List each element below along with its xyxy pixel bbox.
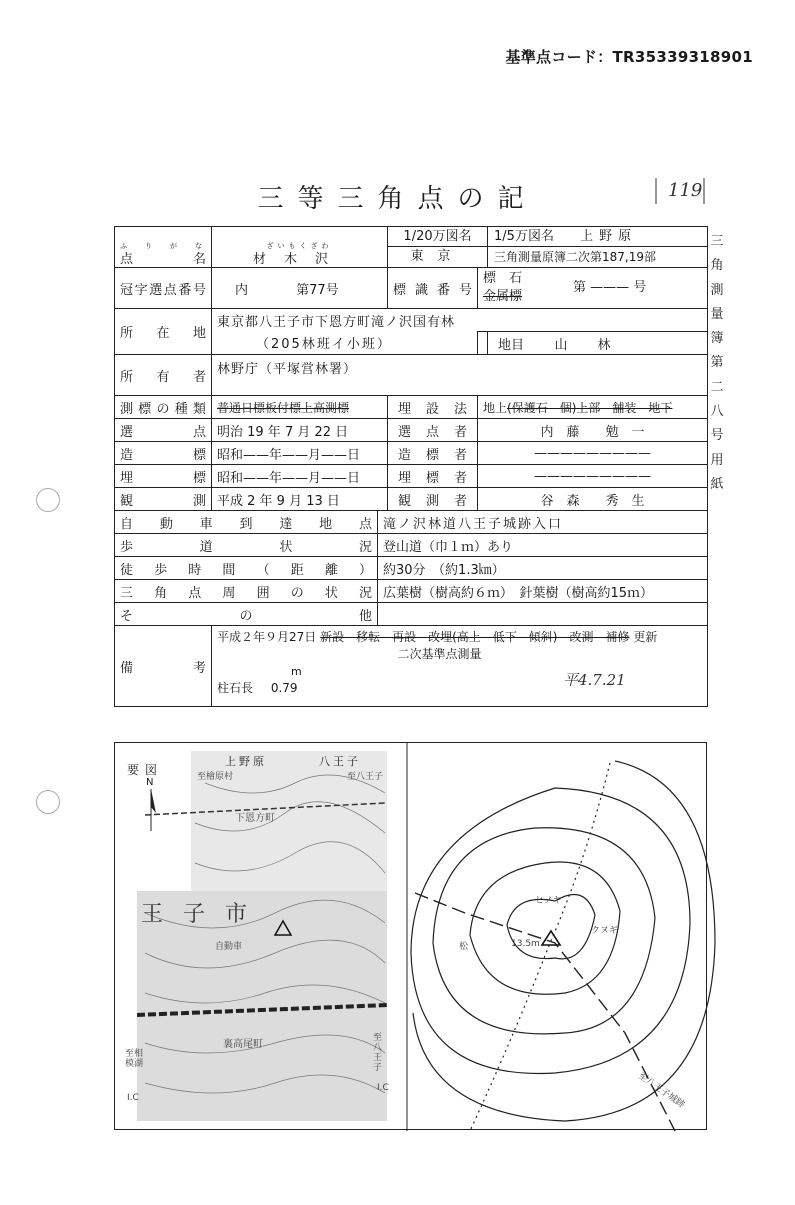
- sketch-tree-kunugi: クヌギ: [591, 926, 618, 936]
- contour-sketch: [411, 761, 715, 1131]
- handwritten-date: 平4.7.21: [563, 671, 626, 689]
- map-hachioji-dest: 至八王子: [373, 1033, 383, 1073]
- map-city: 王子市: [141, 902, 268, 927]
- row-remarks: [115, 626, 708, 707]
- remarks-date: 平成２年９月27日: [217, 630, 317, 644]
- burial-label: 埋標: [115, 465, 212, 488]
- location-label: 所在地: [115, 309, 212, 355]
- stone-length-label: 柱石長: [217, 681, 254, 695]
- path-label: 歩道状況: [120, 539, 372, 555]
- map20-label: 1/20万図名: [388, 227, 487, 247]
- mark-kind-label: 測標の種類: [115, 396, 212, 419]
- row-other: [115, 603, 708, 626]
- punch-hole-top: [36, 488, 60, 512]
- row-burial: [115, 465, 708, 488]
- burier-label: 埋標者: [388, 465, 478, 488]
- selector-name: 内 藤 勉 一: [478, 419, 708, 442]
- car-access-value: 滝ノ沢林道八王子城跡入口: [378, 511, 708, 534]
- row-walk-time: [115, 557, 708, 580]
- remarks-label: 備考: [115, 626, 212, 707]
- remarks-struck-options: 新設 移転 再設 改埋(高上 低下 傾斜) 改測 補修: [320, 630, 630, 644]
- construction-label: 造標: [115, 442, 212, 465]
- map-hachioji-ic: I.C: [377, 1083, 389, 1093]
- side-form-char: 簿: [710, 331, 724, 347]
- map-place-uenohara: 上野原: [225, 755, 267, 768]
- surroundings-label: 三角点周囲の状況: [120, 585, 372, 601]
- row-car-access: [115, 511, 708, 534]
- row-mark-type: [115, 396, 708, 419]
- selection-label: 選点: [115, 419, 212, 442]
- other-value: [378, 603, 708, 626]
- owner-value: 林野庁（平塚営林署）: [212, 355, 708, 396]
- point-name-furigana: ざいもくざわ: [266, 242, 333, 250]
- location-address: 東京都八王子市下恩方町滝ノ沢国有林: [212, 309, 708, 332]
- selector-label: 選点者: [388, 419, 478, 442]
- map-svg: [115, 743, 708, 1131]
- mark-number-label: 標識番号: [388, 268, 478, 309]
- map-area: [114, 742, 707, 1130]
- point-name-value: 材木沢: [253, 252, 347, 267]
- observer-label: 観測者: [388, 488, 478, 511]
- path-value: 登山道（巾１ｍ）あり: [378, 534, 708, 557]
- punch-hole-bottom: [36, 790, 60, 814]
- furigana-label: ふりがな: [120, 242, 206, 250]
- sketch-tree-pine: 松: [459, 942, 469, 952]
- point-name-label: 点名: [120, 252, 206, 267]
- constructor-label: 造標者: [388, 442, 478, 465]
- side-form-char: 測: [710, 282, 724, 298]
- map-label: 要図: [127, 763, 164, 777]
- remarks-unit: m: [291, 665, 302, 678]
- map-lake-dest: 至相模湖: [125, 1049, 144, 1069]
- burier-name: —————————: [478, 465, 708, 488]
- burial-method-label: 埋設法: [388, 396, 478, 419]
- sketch-distance: 13.5m: [511, 939, 540, 949]
- side-form-label: [709, 230, 725, 497]
- map-town: 下恩方町: [235, 813, 275, 824]
- burial-method-value: (保護石 個)上部 舗装 地下: [507, 400, 673, 415]
- row-surroundings: [115, 580, 708, 603]
- ledger-ref: 三角測量原簿二次第187,19部: [494, 250, 657, 264]
- record-table: [114, 226, 708, 707]
- row-owner: [115, 355, 708, 396]
- page-title: 三等三角点の記: [257, 184, 538, 214]
- row-observation: [115, 488, 708, 511]
- map20-value: 東京: [410, 249, 465, 264]
- mark-type-metal: 金属標: [483, 289, 523, 304]
- mark-kind-value: 普通日標板付標上高測標: [212, 396, 388, 419]
- stone-length-value: 0.79: [270, 681, 298, 695]
- construction-date: 昭和——年——月——日: [212, 442, 388, 465]
- number-prefix: 内: [235, 282, 249, 298]
- reference-point-code: 基準点コード：TR35339318901: [505, 48, 753, 66]
- selection-date: 明治 19 年 7 月 22 日: [212, 419, 388, 442]
- location-detail: （205林班イ小班）: [212, 332, 478, 355]
- row-selection: [115, 419, 708, 442]
- sketch-tree-hinoki: ヒノキ: [535, 896, 562, 906]
- observer-name: 谷 森 秀 生: [478, 488, 708, 511]
- row-point-name: [115, 227, 708, 268]
- north-label: N: [146, 777, 154, 788]
- row-construction: [115, 442, 708, 465]
- side-form-char: 号: [710, 428, 724, 444]
- row-path: [115, 534, 708, 557]
- side-form-char: 三: [710, 234, 724, 249]
- remarks-update: 更新: [633, 630, 658, 644]
- side-form-char: 量: [710, 306, 724, 322]
- constructor-name: —————————: [478, 442, 708, 465]
- row-location: [115, 309, 708, 332]
- side-form-char: 二: [710, 379, 724, 395]
- map5-label: 1/5万図名: [494, 229, 554, 244]
- north-arrow-icon: [151, 789, 156, 831]
- side-form-char: 第: [710, 355, 724, 371]
- map-lake-ic: I.C: [127, 1093, 139, 1103]
- mark-type-stone: 標 石: [483, 271, 523, 286]
- land-category-label: 地目: [478, 332, 488, 355]
- walk-time-value: 約30分 （約1.3㎞）: [378, 557, 708, 580]
- topo-map: [137, 751, 387, 1121]
- row-point-number: [115, 268, 708, 309]
- side-form-char: 紙: [710, 476, 724, 492]
- map-dest-hinohara: 至檜原村: [197, 772, 234, 782]
- map-place-hachioji: 八王子: [319, 755, 361, 768]
- remarks-survey: 二次基準点測量: [397, 647, 482, 661]
- burial-date: 昭和——年——月——日: [212, 465, 388, 488]
- mark-number-value: 第 ——— 号: [573, 280, 647, 295]
- number-label: 冠字選点番号: [115, 268, 212, 309]
- burial-method-prefix: 地上: [483, 400, 508, 415]
- sketch-road-label: 至八王子城跡: [636, 1071, 687, 1111]
- car-access-label: 自動車到達地点: [120, 516, 372, 532]
- walk-time-label: 徒歩時間（距離）: [120, 562, 372, 578]
- map-uratakao: 裏高尾町: [223, 1039, 263, 1050]
- page-number-box: [650, 176, 710, 206]
- page-number: 119: [668, 180, 703, 201]
- other-label: その他: [120, 608, 372, 624]
- side-form-char: 角: [710, 258, 724, 274]
- map5-value: 上野原: [580, 229, 638, 244]
- map-dest-hachioji: 至八王子: [347, 772, 384, 782]
- map-car-point: 自動車: [215, 942, 243, 952]
- side-form-char: 八: [710, 404, 724, 420]
- land-category-value: 山林: [488, 332, 708, 355]
- observation-date: 平成 2 年 9 月 13 日: [212, 488, 388, 511]
- observation-label: 観測: [115, 488, 212, 511]
- owner-label: 所有者: [115, 355, 212, 396]
- side-form-char: 用: [710, 452, 724, 468]
- surroundings-value: 広葉樹（樹高約６ｍ） 針葉樹（樹高約15ｍ）: [378, 580, 708, 603]
- number-value: 第77号: [296, 282, 339, 298]
